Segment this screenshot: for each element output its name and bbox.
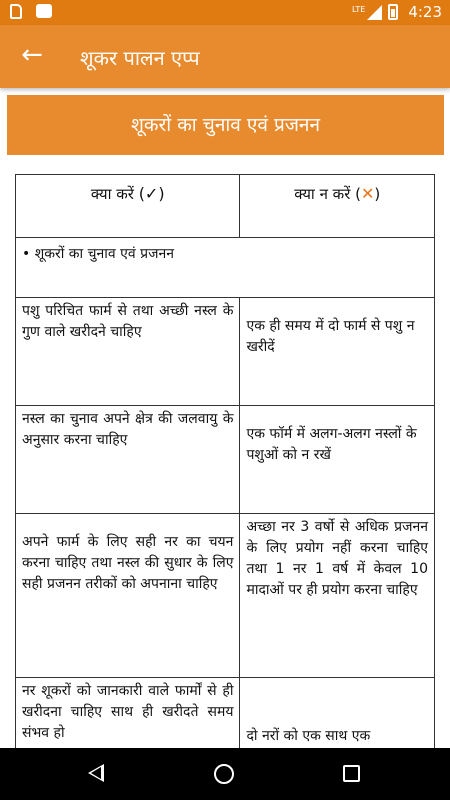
signal-icon: [367, 5, 382, 20]
column-header-dont: [240, 175, 435, 238]
do-dont-table: [15, 174, 435, 778]
table-cell-dont: दो नरों को एक साथ एक: [240, 678, 435, 778]
battery-icon: [388, 4, 398, 20]
table-cell-do: नर शूकरों को जानकारी वाले फार्मों से ही खरीदना चाहिए साथ ही खरीदते समय संभव हो: [16, 678, 240, 778]
column-header-do: [16, 175, 240, 238]
clock: 4:23: [408, 3, 442, 21]
dont-header-label: क्या न करें: [294, 185, 351, 203]
table-cell-do: पशु परिचित फार्म से तथा अच्छी नस्ल के गुण वाले खरीदने चाहिए: [16, 298, 240, 406]
table-cell-do: नस्ल का चुनाव अपने क्षेत्र की जलवायु के अनुसार करना चाहिए: [16, 406, 240, 514]
navigation-bar: [0, 748, 450, 800]
table-cell-do: अपने फार्म के लिए सही नर का चयन करना चाहिए तथा नस्ल की सुधार के लिए सही प्रजनन तरीकों को अपनाना चाहिए: [16, 514, 240, 678]
do-header-label: क्या करें: [90, 185, 134, 203]
cross-icon: ✕: [360, 184, 375, 203]
table-cell-dont: एक फॉर्म में अलग-अलग नस्लों के पशुओं को न रखें: [240, 406, 435, 514]
nav-recents-icon[interactable]: [343, 765, 360, 782]
paren-open: (: [355, 185, 361, 203]
check-icon: (✓): [138, 184, 165, 203]
app-title: शूकर पालन एप्प: [80, 46, 200, 70]
app-bar: [0, 25, 450, 88]
paren-close: ): [374, 185, 381, 203]
sd-card-icon: [10, 4, 22, 19]
notification-app-icon: [36, 4, 52, 18]
nav-back-icon[interactable]: [88, 764, 104, 782]
table-subheading: • शूकरों का चुनाव एवं प्रजनन: [16, 238, 435, 298]
table-cell-dont: अच्छा नर 3 वर्षो से अधिक प्रजनन के लिए प्रयोग नहीं करना चाहिए तथा 1 नर 1 वर्ष में केवल 10 मादाओं पर ही प्रयोग करना चाहिए: [240, 514, 435, 678]
network-type: LTE: [352, 4, 366, 14]
section-title: शूकरों का चुनाव एवं प्रजनन: [7, 95, 444, 155]
back-arrow-icon[interactable]: ←: [21, 40, 43, 70]
nav-home-icon[interactable]: [214, 764, 234, 784]
status-bar: [0, 0, 450, 25]
table-cell-dont: एक ही समय में दो फार्म से पशु न खरीदें: [240, 298, 435, 406]
